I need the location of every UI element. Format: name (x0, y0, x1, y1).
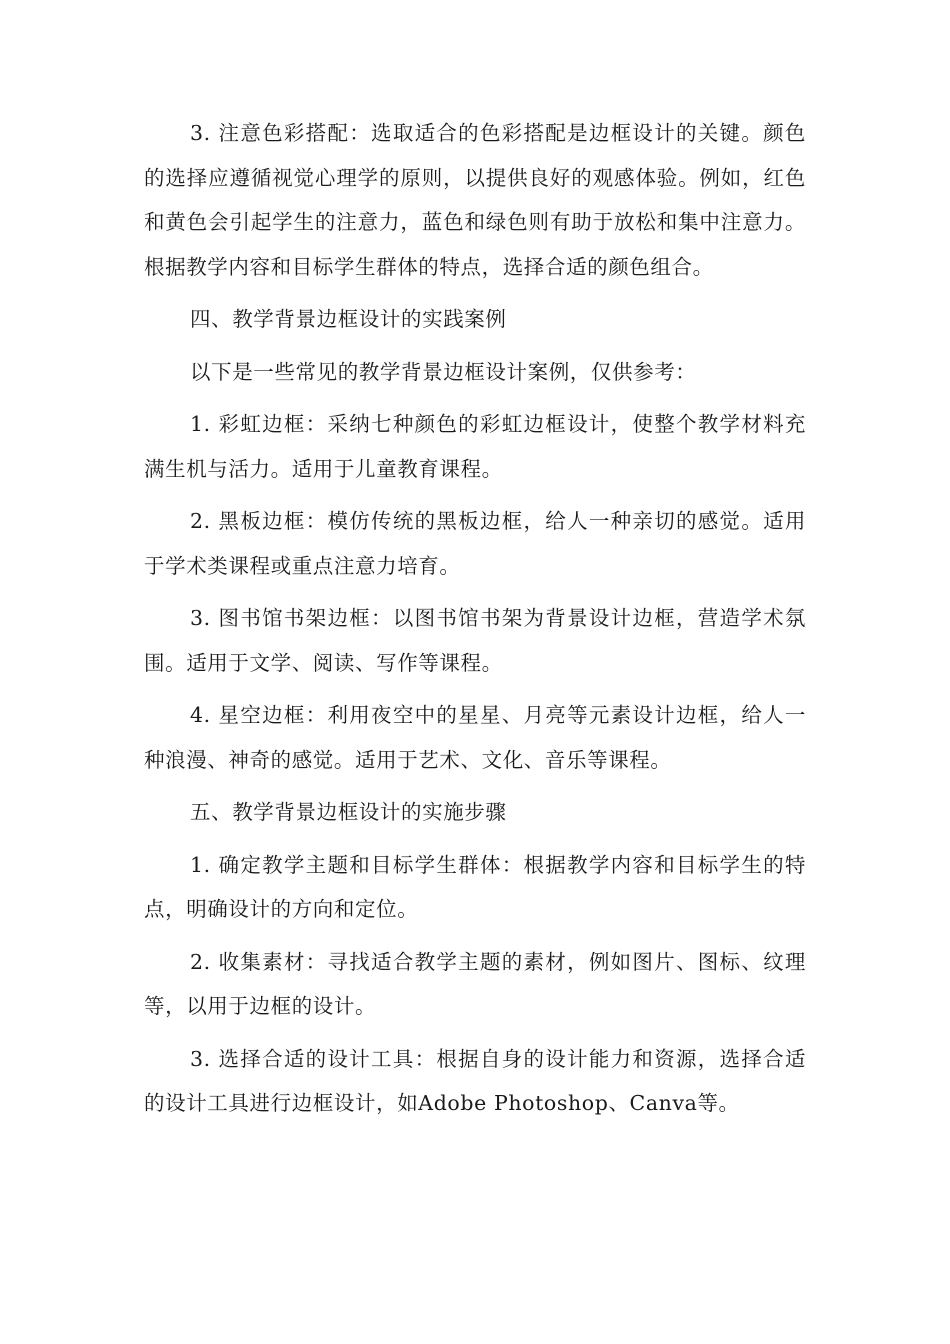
document-body (144, 111, 806, 1134)
paragraph-starry-border: 4. 星空边框：利用夜空中的星星、月亮等元素设计边框，给人一种浪漫、神奇的感觉。适用于艺术、文化、音乐等课程。 (144, 703, 806, 772)
paragraph-blackboard-border: 2. 黑板边框：模仿传统的黑板边框，给人一种亲切的感觉。适用于学术类课程或重点注意力培育。 (144, 509, 806, 578)
paragraph-cases-intro: 以下是一些常见的教学背景边框设计案例，仅供参考： (190, 359, 697, 384)
paragraph-step-theme: 1. 确定教学主题和目标学生群体：根据教学内容和目标学生的特点，明确设计的方向和定位。 (144, 852, 806, 921)
section-heading-implementation-steps: 五、教学背景边框设计的实施步骤 (190, 800, 507, 824)
paragraph-color-matching: 3. 注意色彩搭配：选取适合的色彩搭配是边框设计的关键。颜色的选择应遵循视觉心理学的原则，以提供良好的观感体验。例如，红色和黄色会引起学生的注意力，蓝色和绿色则有助于放松和集中注意力。根据教学内容和目标学生群体的特点，选择合适的颜色组合。 (144, 121, 806, 279)
paragraph-step-materials: 2. 收集素材：寻找适合教学主题的素材，例如图片、图标、纹理等，以用于边框的设计。 (144, 949, 806, 1018)
paragraph-bookshelf-border: 3. 图书馆书架边框：以图书馆书架为背景设计边框，营造学术氛围。适用于文学、阅读、写作等课程。 (144, 606, 806, 675)
paragraph-step-tools: 3. 选择合适的设计工具：根据自身的设计能力和资源，选择合适的设计工具进行边框设计，如Adobe Photoshop、Canva等。 (144, 1046, 806, 1115)
paragraph-rainbow-border: 1. 彩虹边框：采纳七种颜色的彩虹边框设计，使整个教学材料充满生机与活力。适用于儿童教育课程。 (144, 412, 806, 481)
section-heading-practice-cases: 四、教学背景边框设计的实践案例 (190, 307, 507, 331)
